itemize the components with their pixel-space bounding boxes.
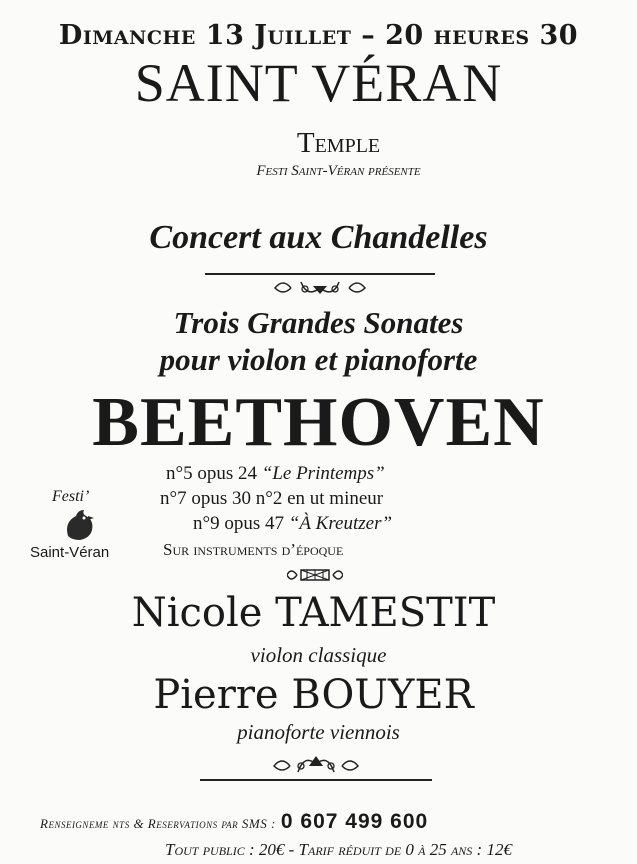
contact-line: [40, 810, 600, 834]
ornament-divider-icon: [200, 752, 432, 786]
rooster-icon: [60, 506, 100, 546]
price-line: Tout public : 20€ - Tarif réduit de 0 à 25 ans : 12€: [165, 840, 512, 859]
performer-name-1: Nicole TAMESTIT: [131, 590, 496, 636]
festival-logo: [30, 488, 125, 566]
concert-title: Concert aux Chandelles: [149, 219, 488, 256]
work-title: “Le Printemps”: [261, 463, 385, 484]
performer-name-2: Pierre BOUYER: [153, 672, 474, 718]
logo-text-top: Festi’: [52, 488, 90, 505]
work-title: “À Kreutzer”: [288, 513, 393, 534]
composer-name: BEETHOVEN: [92, 384, 545, 461]
work-number: n°5 opus 24: [166, 463, 257, 484]
phone-number: 0 607 499 600: [280, 810, 429, 833]
instruments-note: Sur instruments d’époque: [163, 540, 344, 559]
contact-label: Renseigneme nts & Reservations par SMS :: [40, 816, 276, 831]
work-number: n°7 opus 30 n°2 en ut mineur: [160, 488, 384, 509]
work-item: [193, 513, 392, 535]
program-line-1: Trois Grandes Sonates: [173, 305, 464, 340]
work-item: [160, 488, 383, 510]
concert-date-time: Dimanche 13 Juillet – 20 heures 30: [58, 20, 579, 51]
venue-title: SAINT VÉRAN: [134, 53, 503, 113]
performer-role-2: pianoforte viennois: [237, 720, 400, 744]
logo-text-bottom: Saint-Véran: [30, 544, 110, 561]
ornament-divider-icon: [205, 270, 435, 300]
work-number: n°9 opus 47: [193, 513, 284, 534]
performer-role-1: violon classique: [250, 643, 387, 667]
work-item: [166, 463, 385, 485]
program-line-2: pour violon et pianoforte: [159, 342, 478, 377]
venue-place: Temple: [296, 127, 381, 159]
ornament-flourish-icon: [287, 566, 343, 584]
presenter-line: Festi Saint-Véran présente: [256, 163, 421, 179]
